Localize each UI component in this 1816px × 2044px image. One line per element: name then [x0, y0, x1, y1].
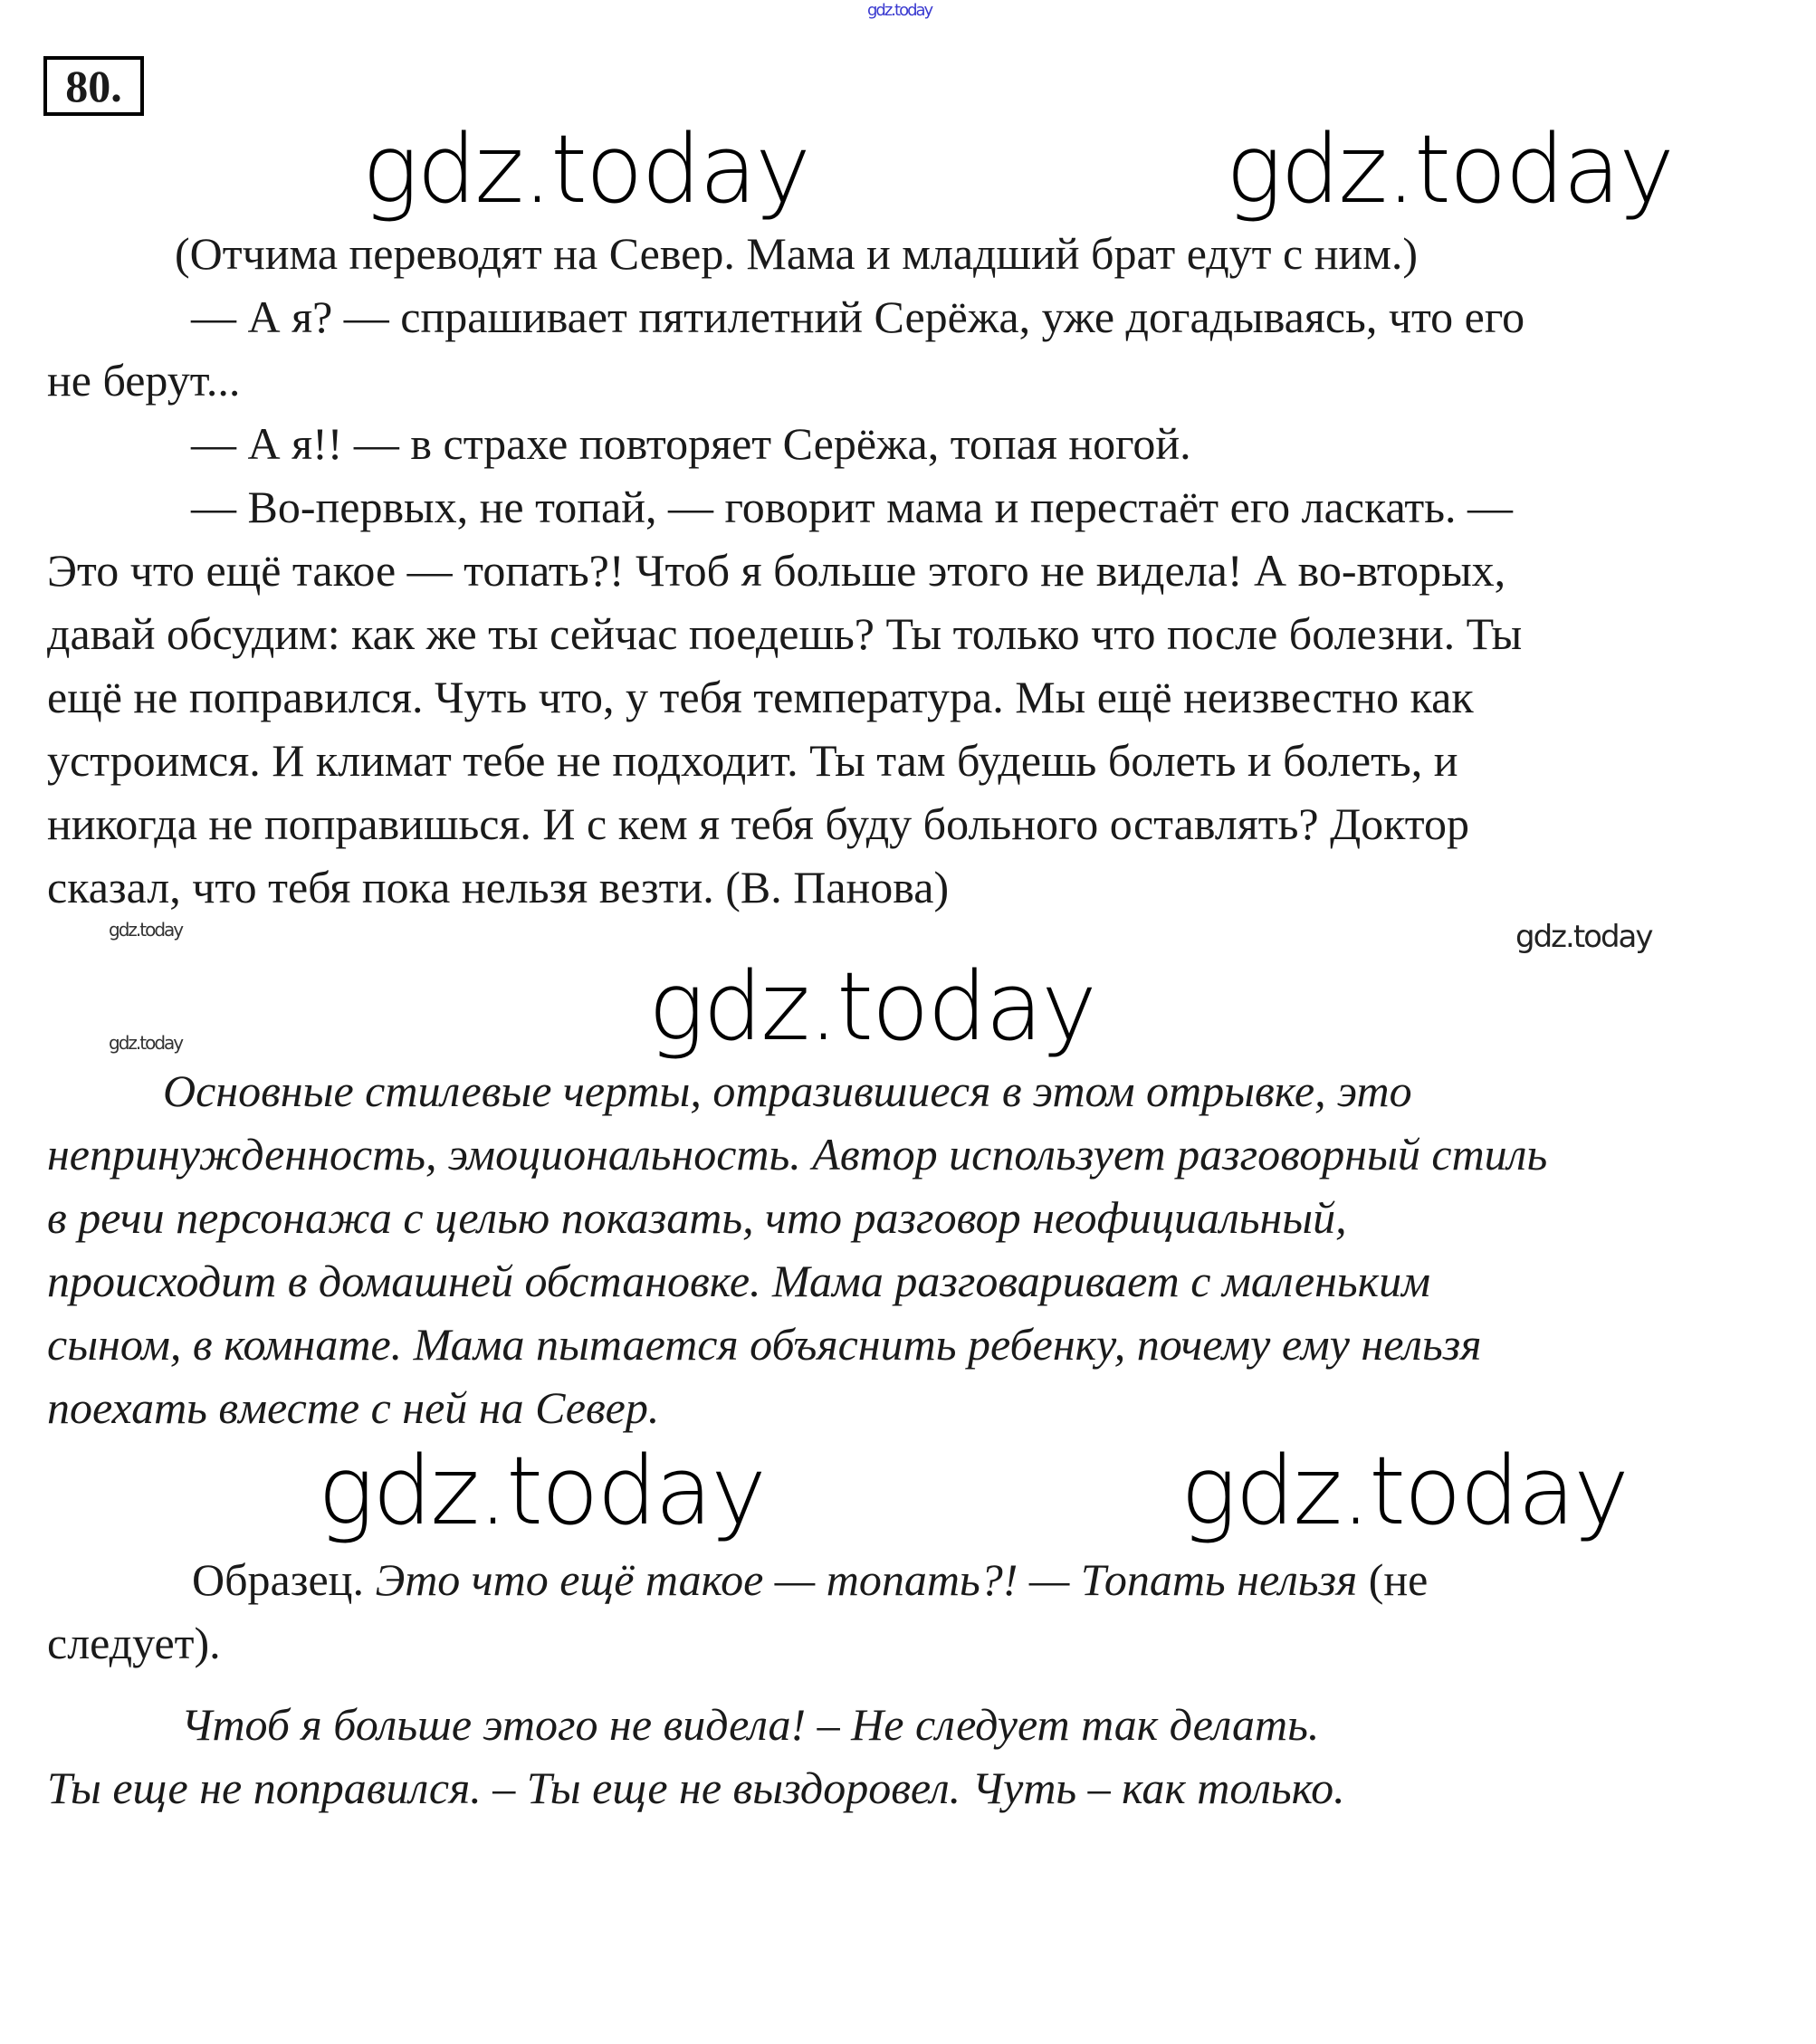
exercise-number: 80.	[43, 56, 144, 116]
sample-line	[192, 1552, 1428, 1607]
sample-label: Образец.	[192, 1554, 364, 1605]
watermark-large: gdz.today	[1180, 1436, 1628, 1546]
text-line: — Во-первых, не топай, — говорит мама и перестаёт его ласкать. —	[191, 482, 1514, 532]
sample-example: Это что ещё такое — топать?! — Топать нельзя	[375, 1554, 1358, 1605]
text-line: — А я!! — в страхе повторяет Серёжа, топая ногой.	[191, 418, 1191, 469]
text-line: — А я? — спрашивает пятилетний Серёжа, уже догадываясь, что его	[191, 291, 1525, 342]
text-line: устроимся. И климат тебе не подходит. Ты там будешь болеть и болеть, и	[47, 735, 1458, 786]
final-line: Ты еще не поправился. – Ты еще не выздоровел. Чуть – как только.	[47, 1762, 1345, 1813]
final-line: Чтоб я больше этого не видела! – Не следует так делать.	[181, 1699, 1320, 1750]
text-line: (Отчима переводят на Север. Мама и младший брат едут с ним.)	[175, 228, 1419, 279]
sample-tail: (не	[1368, 1554, 1429, 1605]
watermark-small: gdz.today	[109, 1032, 183, 1054]
answer-line: непринужденность, эмоциональность. Автор использует разговорный стиль	[47, 1129, 1548, 1180]
watermark-medium: gdz.today	[1515, 919, 1652, 955]
watermark-large: gdz.today	[318, 1436, 765, 1546]
answer-line: Основные стилевые черты, отразившиеся в этом отрывке, это	[163, 1065, 1412, 1116]
text-line: ещё не поправился. Чуть что, у тебя температура. Мы ещё неизвестно как	[47, 672, 1474, 722]
text-line: сказал, что тебя пока нельзя везти. (В. Панова)	[47, 862, 950, 912]
text-line: давай обсудим: как же ты сейчас поедешь? Ты только что после болезни. Ты	[47, 608, 1523, 659]
text-line: не берут...	[47, 355, 241, 406]
sample-line-2: следует).	[47, 1618, 221, 1668]
answer-line: поехать вместе с ней на Север.	[47, 1382, 660, 1433]
watermark-large: gdz.today	[1226, 114, 1673, 224]
watermark-large: gdz.today	[362, 114, 809, 224]
answer-line: сыном, в комнате. Мама пытается объяснить ребенку, почему ему нельзя	[47, 1319, 1482, 1370]
watermark-top: gdz.today	[867, 1, 932, 20]
text-line: никогда не поправишься. И с кем я тебя буду больного оставлять? Доктор	[47, 798, 1469, 849]
watermark-large: gdz.today	[648, 951, 1095, 1062]
watermark-small: gdz.today	[109, 919, 183, 941]
text-line: Это что ещё такое — топать?! Чтоб я больше этого не видела! А во-вторых,	[47, 545, 1506, 596]
answer-line: происходит в домашней обстановке. Мама разговаривает с маленьким	[47, 1256, 1430, 1306]
answer-line: в речи персонажа с целью показать, что разговор неофициальный,	[47, 1192, 1347, 1243]
